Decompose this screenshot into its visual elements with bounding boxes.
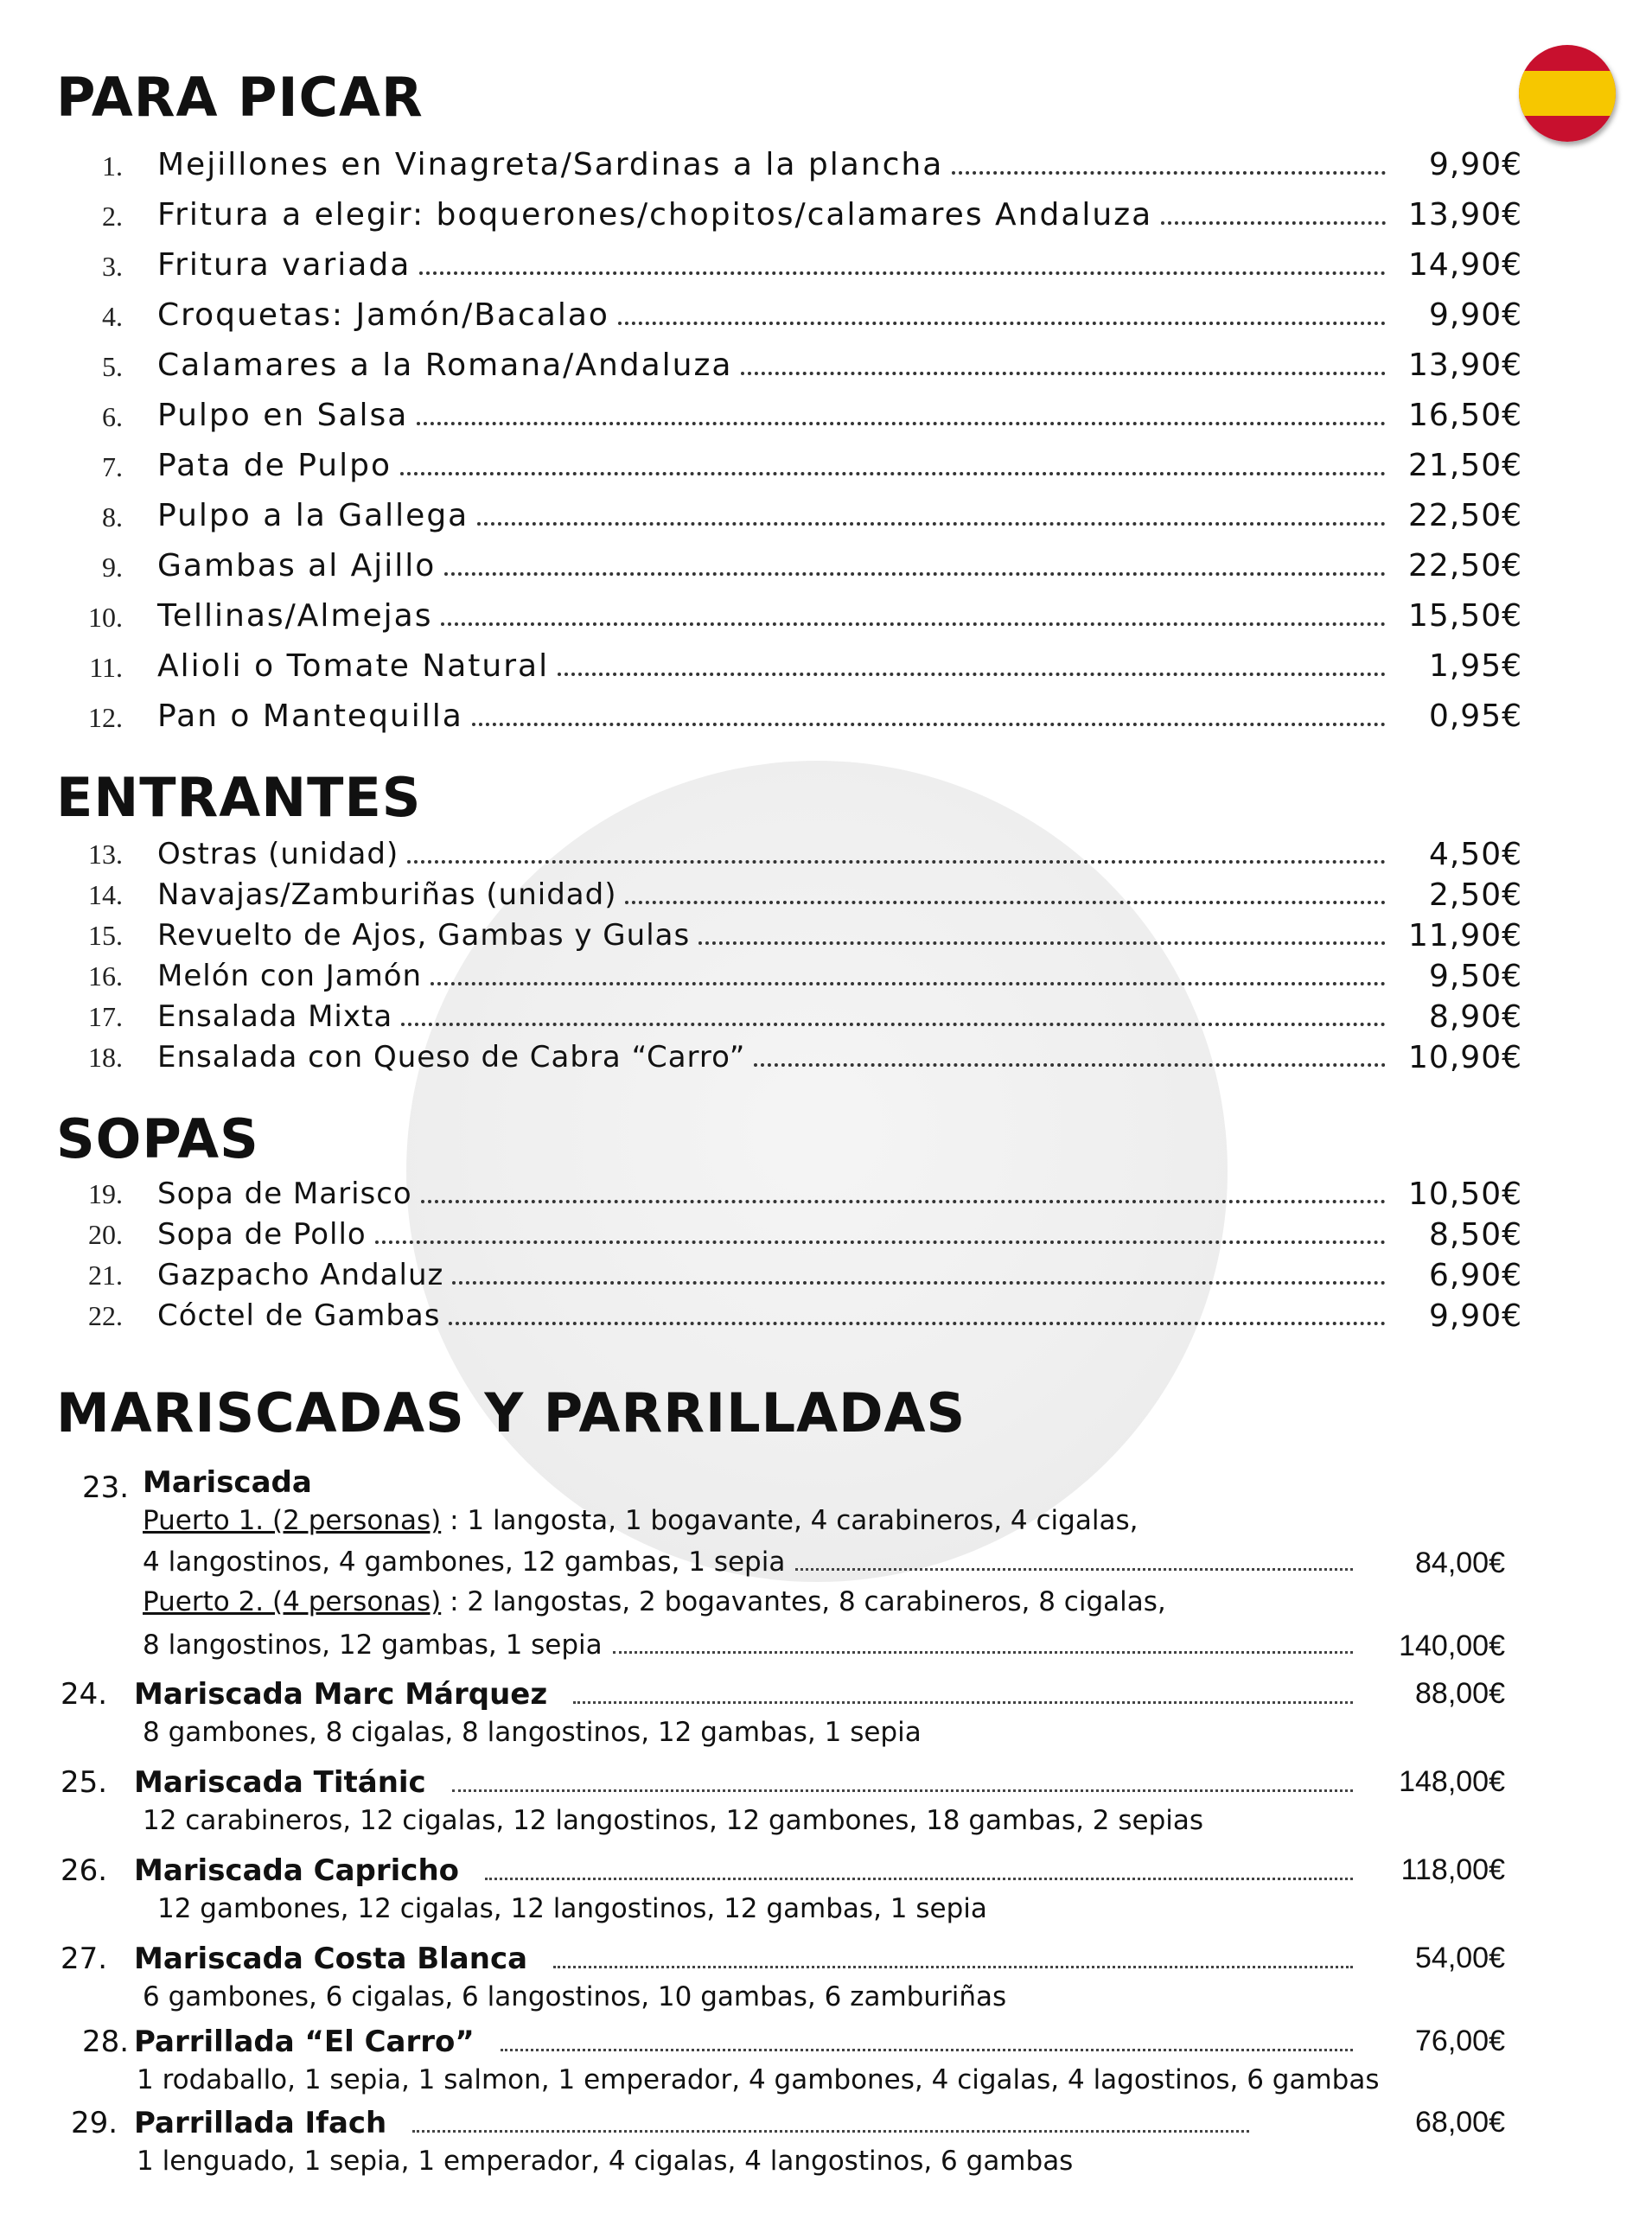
item-name: Ensalada con Queso de Cabra “Carro” [157, 1040, 746, 1075]
dot-leader [375, 1240, 1386, 1244]
item-price: 8,50€ [1428, 1217, 1522, 1253]
dot-leader [407, 860, 1386, 864]
item-price: 22,50€ [1408, 548, 1522, 584]
menu-item [0, 590, 1652, 640]
item-name: Mejillones en Vinagreta/Sardinas a la plancha [157, 147, 944, 182]
item-number: 18. [88, 1042, 123, 1073]
item-name: Calamares a la Romana/Andaluza [157, 348, 733, 383]
item-price: 76,00€ [1415, 2025, 1505, 2057]
menu-item [0, 872, 1652, 913]
menu-item [0, 1293, 1652, 1334]
item-number: 3. [102, 251, 123, 282]
item-price: 13,90€ [1408, 348, 1522, 383]
item-title: Mariscada [143, 1465, 312, 1500]
item-description: 6 gambones, 6 cigalas, 6 langostinos, 10 gambas, 6 zamburiñas [143, 1981, 1007, 2012]
menu-list-sopas [0, 1171, 1652, 1334]
item-number: 13. [88, 839, 123, 870]
item-price: 0,95€ [1428, 698, 1522, 734]
item-price: 9,50€ [1428, 959, 1522, 994]
item-name: Navajas/Zamburiñas (unidad) [157, 877, 617, 912]
item-name: Tellinas/Almejas [157, 598, 433, 634]
item-number: 1. [102, 150, 123, 182]
item-name: Pulpo en Salsa [157, 398, 409, 433]
item-price: 9,90€ [1428, 147, 1522, 182]
menu-item [0, 994, 1652, 1035]
item-price: 1,95€ [1428, 648, 1522, 684]
item-number: 11. [89, 652, 123, 683]
puerto-2-label: Puerto 2. (4 personas) [143, 1586, 442, 1617]
item-price: 68,00€ [1415, 2106, 1505, 2139]
dot-leader [417, 422, 1386, 425]
item-price: 54,00€ [1415, 1942, 1505, 1974]
dot-leader [431, 982, 1386, 985]
item-title: Parrillada Ifach [134, 2106, 1254, 2140]
dot-leader [452, 1789, 1353, 1792]
dot-leader [449, 1322, 1386, 1325]
item-price: 88,00€ [1415, 1677, 1505, 1710]
item-price: 148,00€ [1399, 1765, 1505, 1798]
item-number: 15. [88, 920, 123, 951]
item-number: 22. [88, 1300, 123, 1331]
item-number: 23. [82, 1470, 130, 1505]
dot-leader [698, 941, 1386, 945]
menu-list-entrantes [0, 832, 1652, 1075]
dot-leader [618, 322, 1386, 325]
item-price: 9,90€ [1428, 1298, 1522, 1334]
item-title: Mariscada Marc Márquez [134, 1677, 1358, 1712]
menu-item [0, 1171, 1652, 1212]
item-price: 4,50€ [1428, 837, 1522, 872]
menu-item [0, 640, 1652, 690]
item-name: Sopa de Pollo [157, 1217, 367, 1252]
puerto-1-price: 84,00€ [1415, 1547, 1505, 1579]
dot-leader [625, 901, 1386, 904]
dot-leader [741, 372, 1386, 375]
menu-item [0, 339, 1652, 389]
item-price: 2,50€ [1428, 877, 1522, 913]
dot-leader [553, 1966, 1353, 1968]
item-number: 4. [102, 301, 123, 332]
spain-flag-icon[interactable] [1519, 45, 1616, 142]
dot-leader [485, 1878, 1353, 1880]
item-price: 16,50€ [1408, 398, 1522, 433]
menu-item [0, 389, 1652, 439]
dot-leader [1161, 221, 1386, 225]
menu-item [0, 1212, 1652, 1253]
item-number: 25. [61, 1765, 108, 1800]
item-number: 29. [71, 2106, 118, 2140]
menu-item [0, 489, 1652, 539]
dot-leader [501, 2049, 1353, 2051]
item-name: Fritura variada [157, 247, 411, 283]
puerto-1-line-2: 4 langostinos, 4 gambones, 12 gambas, 1 sepia [143, 1547, 1358, 1578]
menu-item [0, 188, 1652, 239]
item-number: 21. [88, 1260, 123, 1291]
menu-item [0, 539, 1652, 590]
item-number: 14. [88, 879, 123, 910]
dot-leader [421, 1200, 1386, 1203]
menu-item [0, 289, 1652, 339]
item-name: Pulpo a la Gallega [157, 498, 469, 533]
dot-leader [412, 2130, 1249, 2133]
item-title: Mariscada Costa Blanca [134, 1942, 1358, 1976]
item-price: 21,50€ [1408, 448, 1522, 483]
dot-leader [613, 1651, 1353, 1654]
item-price: 14,90€ [1408, 247, 1522, 283]
menu-item [0, 913, 1652, 953]
menu-item [0, 690, 1652, 740]
item-number: 19. [88, 1178, 123, 1209]
dot-leader [452, 1281, 1386, 1285]
item-description: 12 carabineros, 12 cigalas, 12 langostinos, 12 gambones, 18 gambas, 2 sepias [143, 1805, 1204, 1836]
puerto-2-line-2: 8 langostinos, 12 gambas, 1 sepia [143, 1629, 1358, 1661]
dot-leader [400, 472, 1386, 475]
menu-item [0, 832, 1652, 872]
menu-list-para-picar [0, 138, 1652, 740]
menu-item [0, 239, 1652, 289]
item-price: 9,90€ [1428, 297, 1522, 333]
puerto-1-line-1: Puerto 1. (2 personas) : 1 langosta, 1 bogavante, 4 carabineros, 4 cigalas, [143, 1505, 1139, 1536]
item-number: 8. [102, 501, 123, 533]
item-name: Fritura a elegir: boquerones/chopitos/calamares Andaluza [157, 197, 1153, 233]
item-number: 6. [102, 401, 123, 432]
dot-leader [441, 622, 1386, 626]
item-name: Ostras (unidad) [157, 837, 399, 871]
item-price: 8,90€ [1428, 999, 1522, 1035]
dot-leader [401, 1023, 1386, 1026]
section-title-sopas: SOPAS [56, 1107, 259, 1170]
item-name: Sopa de Marisco [157, 1177, 412, 1211]
dot-leader [477, 522, 1386, 526]
item-name: Cóctel de Gambas [157, 1298, 441, 1333]
item-number: 16. [88, 960, 123, 992]
menu-item [0, 953, 1652, 994]
puerto-2-line-1: Puerto 2. (4 personas) : 2 langostas, 2 bogavantes, 8 carabineros, 8 cigalas, [143, 1586, 1166, 1617]
dot-leader [754, 1063, 1386, 1067]
item-price: 13,90€ [1408, 197, 1522, 233]
dot-leader [558, 673, 1386, 676]
item-description: 8 gambones, 8 cigalas, 8 langostinos, 12 gambas, 1 sepia [143, 1717, 922, 1748]
dot-leader [419, 271, 1386, 275]
item-name: Croquetas: Jamón/Bacalao [157, 297, 609, 333]
item-title: Mariscada Titánic [134, 1765, 1358, 1800]
item-price: 10,90€ [1408, 1040, 1522, 1075]
puerto-2-price: 140,00€ [1399, 1629, 1505, 1662]
item-price: 118,00€ [1400, 1853, 1505, 1886]
item-title: Mariscada Capricho [134, 1853, 1358, 1888]
menu-item [0, 1035, 1652, 1075]
item-description: 1 rodaballo, 1 sepia, 1 salmon, 1 emperador, 4 gambones, 4 cigalas, 4 lagostinos, 6 gambas [137, 2064, 1380, 2095]
item-number: 10. [88, 602, 123, 633]
section-title-mariscadas: MARISCADAS Y PARRILLADAS [56, 1381, 966, 1445]
item-number: 20. [88, 1219, 123, 1250]
item-number: 28. [82, 2025, 130, 2059]
menu-item [0, 439, 1652, 489]
item-name: Alioli o Tomate Natural [157, 648, 550, 684]
item-price: 11,90€ [1408, 918, 1522, 953]
item-name: Gambas al Ajillo [157, 548, 437, 584]
dot-leader [444, 572, 1386, 576]
item-description: 12 gambones, 12 cigalas, 12 langostinos, 12 gambas, 1 sepia [157, 1893, 987, 1924]
item-price: 15,50€ [1408, 598, 1522, 634]
item-number: 9. [102, 552, 123, 583]
dot-leader [795, 1568, 1353, 1571]
item-number: 12. [88, 702, 123, 733]
puerto-1-label: Puerto 1. (2 personas) [143, 1505, 442, 1536]
item-name: Ensalada Mixta [157, 999, 393, 1034]
dot-leader [573, 1701, 1353, 1704]
item-number: 27. [61, 1942, 108, 1976]
item-price: 22,50€ [1408, 498, 1522, 533]
item-name: Gazpacho Andaluz [157, 1258, 444, 1292]
dot-leader [952, 171, 1386, 175]
section-title-para-picar: PARA PICAR [56, 66, 424, 129]
item-price: 6,90€ [1428, 1258, 1522, 1293]
item-name: Pan o Mantequilla [157, 698, 463, 734]
item-number: 2. [102, 201, 123, 232]
item-number: 5. [102, 351, 123, 382]
item-name: Revuelto de Ajos, Gambas y Gulas [157, 918, 691, 953]
item-description: 1 lenguado, 1 sepia, 1 emperador, 4 cigalas, 4 langostinos, 6 gambas [137, 2146, 1074, 2177]
item-number: 7. [102, 451, 123, 482]
menu-item [0, 138, 1652, 188]
item-number: 24. [61, 1677, 108, 1712]
item-number: 26. [61, 1853, 108, 1888]
item-number: 17. [88, 1001, 123, 1032]
dot-leader [472, 723, 1386, 726]
menu-item [0, 1253, 1652, 1293]
item-title: Parrillada “El Carro” [134, 2025, 1358, 2059]
item-name: Melón con Jamón [157, 959, 423, 993]
section-title-entrantes: ENTRANTES [56, 766, 422, 829]
item-name: Pata de Pulpo [157, 448, 392, 483]
item-price: 10,50€ [1408, 1177, 1522, 1212]
